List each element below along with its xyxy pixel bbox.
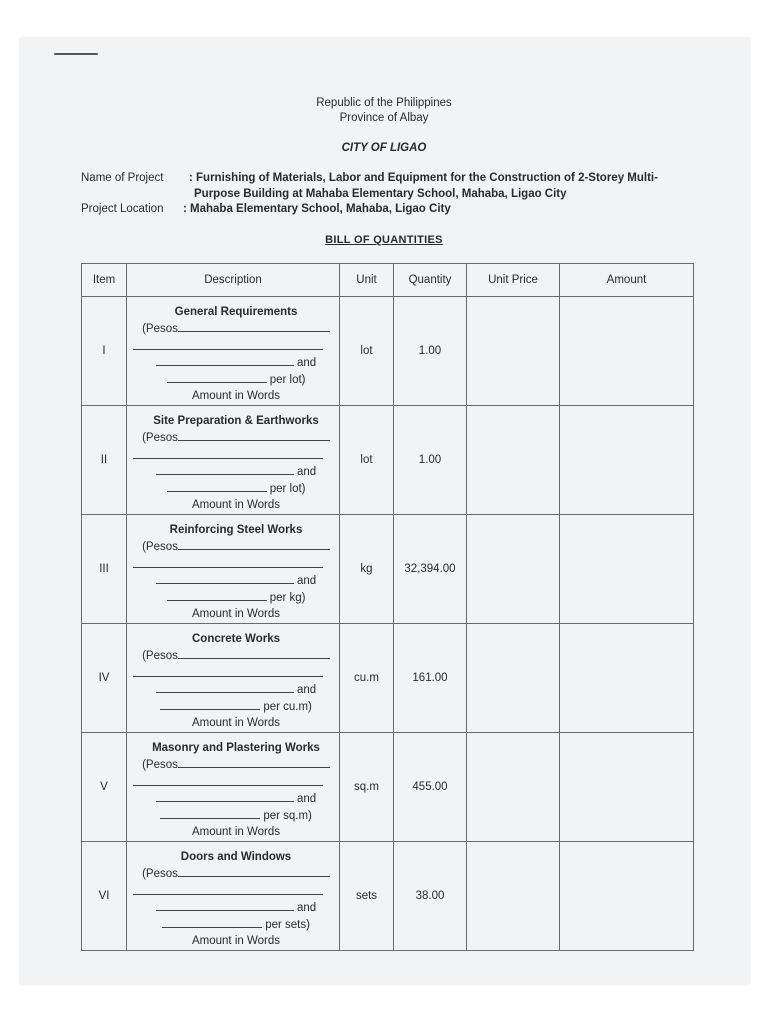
pesos-line bbox=[133, 865, 339, 883]
per-blank[interactable] bbox=[160, 698, 260, 710]
table-row bbox=[82, 624, 694, 733]
per-line bbox=[133, 589, 339, 607]
boq-title: BILL OF QUANTITIES bbox=[325, 234, 443, 246]
words-blank[interactable] bbox=[133, 774, 323, 786]
pesos-line bbox=[133, 647, 339, 665]
header-unit: Unit bbox=[340, 264, 394, 297]
project-name-row-2 bbox=[194, 188, 567, 200]
unit-cell: sets bbox=[340, 842, 394, 951]
per-unit-label: per lot) bbox=[269, 483, 306, 496]
words-blank[interactable] bbox=[133, 883, 323, 895]
item-cell: III bbox=[82, 515, 127, 624]
pesos-label: (Pesos bbox=[142, 323, 178, 336]
per-blank[interactable] bbox=[167, 480, 267, 492]
per-unit-label: per cu.m) bbox=[263, 701, 312, 714]
and-blank[interactable] bbox=[156, 463, 294, 475]
amount-cell[interactable] bbox=[560, 624, 694, 733]
table-row bbox=[82, 842, 694, 951]
description-cell bbox=[127, 515, 340, 624]
pesos-label: (Pesos bbox=[142, 868, 178, 881]
province-heading: Province of Albay bbox=[339, 112, 429, 124]
description-cell bbox=[127, 624, 340, 733]
amount-in-words-label: Amount in Words bbox=[192, 934, 280, 947]
per-line bbox=[133, 916, 339, 934]
project-name-value-cont: Purpose Building at Mahaba Elementary School, Mahaba, Ligao City bbox=[194, 188, 567, 200]
amount-in-words-label: Amount in Words bbox=[192, 716, 280, 729]
description-title: Reinforcing Steel Works bbox=[169, 523, 303, 536]
and-line bbox=[133, 354, 339, 372]
staple-mark bbox=[54, 53, 98, 55]
and-blank[interactable] bbox=[156, 790, 294, 802]
and-blank[interactable] bbox=[156, 899, 294, 911]
quantity-cell: 1.00 bbox=[394, 297, 467, 406]
amount-in-words-label: Amount in Words bbox=[192, 607, 280, 620]
project-name-value: : Furnishing of Materials, Labor and Equipment for the Construction of 2-Storey Multi- bbox=[189, 172, 658, 184]
words-blank[interactable] bbox=[133, 447, 323, 459]
pesos-label: (Pesos bbox=[142, 432, 178, 445]
per-line bbox=[133, 371, 339, 389]
table-row bbox=[82, 297, 694, 406]
unit-cell: lot bbox=[340, 297, 394, 406]
pesos-blank[interactable] bbox=[178, 538, 330, 550]
unit-price-cell[interactable] bbox=[467, 297, 560, 406]
item-cell: IV bbox=[82, 624, 127, 733]
quantity-cell: 38.00 bbox=[394, 842, 467, 951]
item-cell: VI bbox=[82, 842, 127, 951]
table-row bbox=[82, 733, 694, 842]
header-item: Item bbox=[82, 264, 127, 297]
description-title: General Requirements bbox=[174, 305, 298, 318]
pesos-line bbox=[133, 429, 339, 447]
pesos-label: (Pesos bbox=[142, 650, 178, 663]
header-description: Description bbox=[127, 264, 340, 297]
pesos-label: (Pesos bbox=[142, 759, 178, 772]
city-heading: CITY OF LIGAO bbox=[341, 142, 427, 154]
pesos-blank[interactable] bbox=[178, 865, 330, 877]
unit-cell: cu.m bbox=[340, 624, 394, 733]
and-blank[interactable] bbox=[156, 572, 294, 584]
amount-in-words-label: Amount in Words bbox=[192, 825, 280, 838]
and-label: and bbox=[297, 683, 317, 696]
per-unit-label: per sets) bbox=[265, 919, 310, 932]
table-row bbox=[82, 515, 694, 624]
and-line bbox=[133, 790, 339, 808]
per-line bbox=[133, 807, 339, 825]
pesos-line bbox=[133, 756, 339, 774]
words-blank[interactable] bbox=[133, 338, 323, 350]
unit-price-cell[interactable] bbox=[467, 624, 560, 733]
and-label: and bbox=[297, 901, 317, 914]
and-line bbox=[133, 681, 339, 699]
description-cell bbox=[127, 297, 340, 406]
amount-cell[interactable] bbox=[560, 733, 694, 842]
bill-of-quantities-table bbox=[81, 263, 694, 951]
amount-in-words-label: Amount in Words bbox=[192, 498, 280, 511]
per-unit-label: per lot) bbox=[269, 374, 306, 387]
project-name-label: Name of Project bbox=[81, 172, 164, 184]
header-unit-price: Unit Price bbox=[467, 264, 560, 297]
quantity-cell: 1.00 bbox=[394, 406, 467, 515]
and-line bbox=[133, 463, 339, 481]
header-quantity: Quantity bbox=[394, 264, 467, 297]
and-label: and bbox=[297, 792, 317, 805]
header-amount: Amount bbox=[560, 264, 694, 297]
project-location-label: Project Location bbox=[81, 203, 164, 215]
unit-price-cell[interactable] bbox=[467, 515, 560, 624]
description-title: Site Preparation & Earthworks bbox=[153, 414, 319, 427]
words-blank[interactable] bbox=[133, 665, 323, 677]
amount-cell[interactable] bbox=[560, 406, 694, 515]
table-row bbox=[82, 406, 694, 515]
and-blank[interactable] bbox=[156, 681, 294, 693]
item-cell: I bbox=[82, 297, 127, 406]
amount-in-words-label: Amount in Words bbox=[192, 389, 280, 402]
description-cell bbox=[127, 842, 340, 951]
amount-cell[interactable] bbox=[560, 842, 694, 951]
pesos-line bbox=[133, 538, 339, 556]
and-label: and bbox=[297, 465, 317, 478]
description-title: Concrete Works bbox=[192, 632, 280, 645]
unit-cell: kg bbox=[340, 515, 394, 624]
quantity-cell: 161.00 bbox=[394, 624, 467, 733]
unit-price-cell[interactable] bbox=[467, 842, 560, 951]
per-blank[interactable] bbox=[162, 916, 262, 928]
pesos-blank[interactable] bbox=[178, 429, 330, 441]
per-unit-label: per sq.m) bbox=[263, 810, 312, 823]
and-label: and bbox=[297, 356, 317, 369]
unit-cell: sq.m bbox=[340, 733, 394, 842]
description-cell bbox=[127, 406, 340, 515]
pesos-blank[interactable] bbox=[178, 647, 330, 659]
description-title: Masonry and Plastering Works bbox=[152, 741, 320, 754]
description-cell bbox=[127, 733, 340, 842]
per-blank[interactable] bbox=[167, 589, 267, 601]
quantity-cell: 32,394.00 bbox=[394, 515, 467, 624]
project-location-row bbox=[81, 203, 451, 215]
description-title: Doors and Windows bbox=[180, 850, 292, 863]
per-line bbox=[133, 698, 339, 716]
per-blank[interactable] bbox=[167, 371, 267, 383]
table-header-row bbox=[82, 264, 694, 297]
and-label: and bbox=[297, 574, 317, 587]
per-blank[interactable] bbox=[160, 807, 260, 819]
per-line bbox=[133, 480, 339, 498]
pesos-label: (Pesos bbox=[142, 541, 178, 554]
republic-heading: Republic of the Philippines bbox=[316, 97, 452, 109]
pesos-blank[interactable] bbox=[178, 320, 330, 332]
unit-price-cell[interactable] bbox=[467, 733, 560, 842]
unit-price-cell[interactable] bbox=[467, 406, 560, 515]
amount-cell[interactable] bbox=[560, 515, 694, 624]
pesos-line bbox=[133, 320, 339, 338]
and-line bbox=[133, 572, 339, 590]
words-blank[interactable] bbox=[133, 556, 323, 568]
project-name-row bbox=[81, 172, 658, 184]
item-cell: II bbox=[82, 406, 127, 515]
item-cell: V bbox=[82, 733, 127, 842]
quantity-cell: 455.00 bbox=[394, 733, 467, 842]
unit-cell: lot bbox=[340, 406, 394, 515]
amount-cell[interactable] bbox=[560, 297, 694, 406]
pesos-blank[interactable] bbox=[178, 756, 330, 768]
per-unit-label: per kg) bbox=[269, 592, 306, 605]
and-blank[interactable] bbox=[156, 354, 294, 366]
project-location-value: : Mahaba Elementary School, Mahaba, Ligao City bbox=[183, 203, 451, 215]
and-line bbox=[133, 899, 339, 917]
